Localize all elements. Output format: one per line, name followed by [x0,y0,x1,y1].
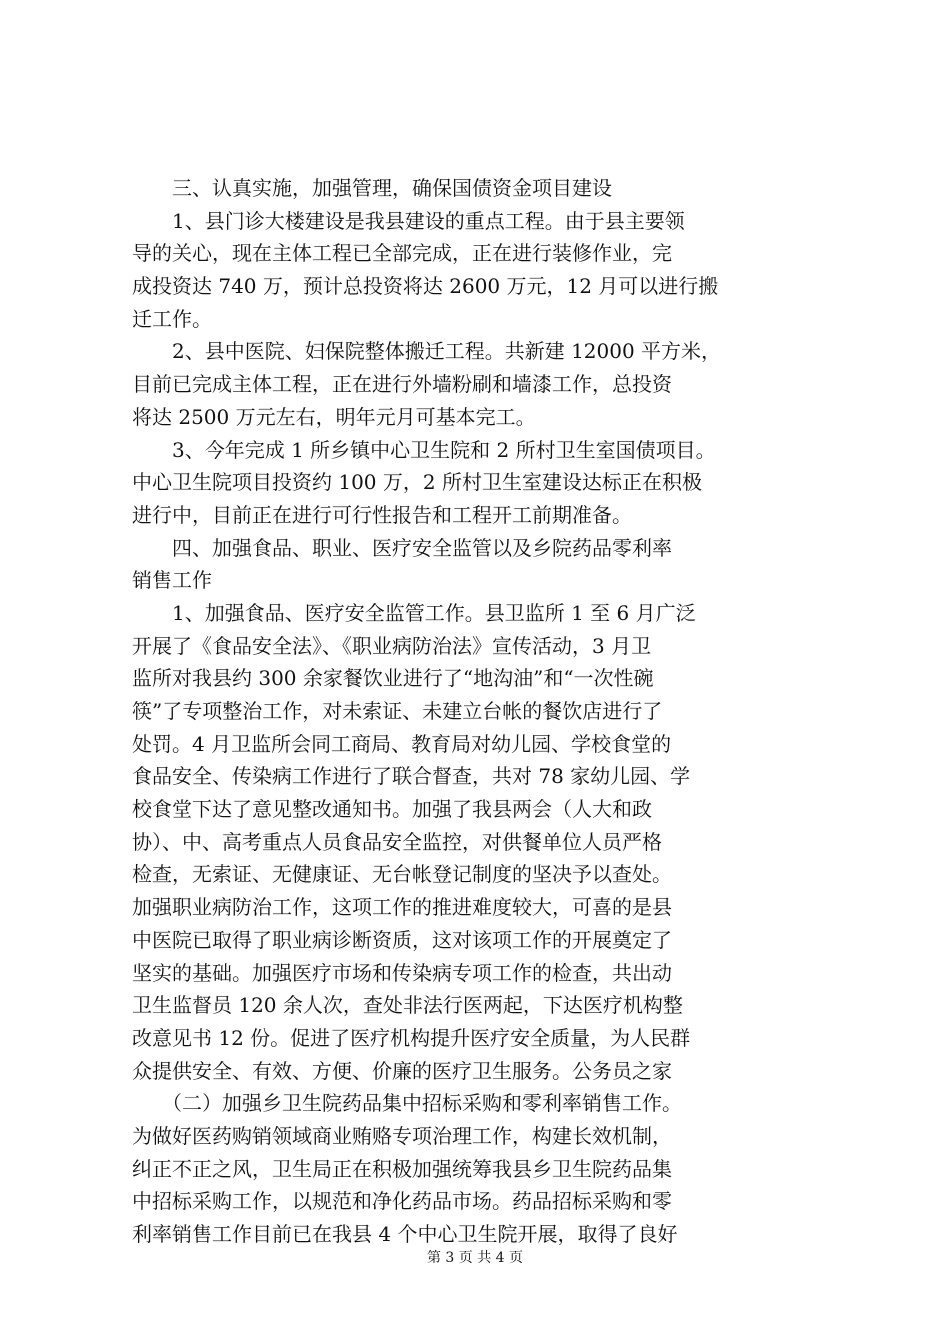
text-line: 开展了《食品安全法》、《职业病防治法》宣传活动，3 月卫 [132,633,652,658]
text-line: 三、认真实施，加强管理，确保国债资金项目建设 [132,176,612,200]
document-body [132,172,842,1251]
text-line: 销售工作 [132,568,212,593]
text-line: 处罚。4 月卫监所会同工商局、教育局对幼儿园、学校食堂的 [132,731,672,756]
text-line: 1、县门诊大楼建设是我县建设的重点工程。由于县主要领 [132,208,685,233]
text-line: 2、县中医院、妇保院整体搬迁工程。共新建 12000 平方米， [132,339,722,364]
text-line: 筷”了专项整治工作，对未索证、未建立台帐的餐饮店进行了 [132,699,663,723]
text-line: 中医院已取得了职业病诊断资质，这对该项工作的开展奠定了 [132,927,672,952]
text-line: 食品安全、传染病工作进行了联合督查，共对 78 家幼儿园、学 [132,764,691,789]
text-line: 目前已完成主体工程，正在进行外墙粉刷和墙漆工作，总投资 [132,372,672,397]
text-line: 迁工作。 [132,306,212,331]
text-line: 3、今年完成 1 所乡镇中心卫生院和 2 所村卫生室国债项目。 [132,437,716,462]
text-line: 进行中，目前正在进行可行性报告和工程开工前期准备。 [132,502,632,527]
text-line: 改意见书 12 份。促进了医疗机构提升医疗安全质量，为人民群 [132,1025,691,1050]
text-line: 为做好医药购销领域商业贿赂专项治理工作，构建长效机制， [132,1123,672,1148]
text-line: 纠正不正之风，卫生局正在积极加强统筹我县乡卫生院药品集 [132,1156,672,1181]
text-line: 中心卫生院项目投资约 100 万，2 所村卫生室建设达标正在积极 [132,470,702,495]
page-footer [0,1248,950,1268]
text-line: 四、加强食品、职业、医疗安全监管以及乡院药品零利率 [132,535,672,560]
text-line: 众提供安全、有效、方便、价廉的医疗卫生服务。公务员之家 [132,1058,672,1083]
text-line: 检查，无索证、无健康证、无台帐登记制度的坚决予以查处。 [132,862,672,887]
text-line: 中招标采购工作，以规范和净化药品市场。药品招标采购和零 [132,1189,672,1214]
text-line: 1、加强食品、医疗安全监管工作。县卫监所 1 至 6 月广泛 [132,600,696,625]
text-line: 卫生监督员 120 余人次，查处非法行医两起，下达医疗机构整 [132,993,683,1018]
text-line: 协）、中、高考重点人员食品安全监控，对供餐单位人员严格 [132,829,662,854]
text-line: 加强职业病防治工作，这项工作的推进难度较大，可喜的是县 [132,895,672,920]
text-line: 将达 2500 万元左右，明年元月可基本完工。 [132,404,536,429]
text-line: 坚实的基础。加强医疗市场和传染病专项工作的检查，共出动 [132,960,672,985]
text-line: 监所对我县约 300 余家餐饮业进行了“地沟油”和“一次性碗 [132,666,654,691]
text-line: （二）加强乡卫生院药品集中招标采购和零利率销售工作。 [132,1091,682,1116]
text-line: 导的关心，现在主体工程已全部完成，正在进行装修作业，完 [132,241,672,266]
text-line: 利率销售工作目前已在我县 4 个中心卫生院开展，取得了良好 [132,1222,678,1246]
text-line: 成投资达 740 万，预计总投资将达 2600 万元，12 月可以进行搬 [132,274,719,299]
page-number-label: 第 3 页 共 4 页 [426,1250,524,1266]
text-line: 校食堂下达了意见整改通知书。加强了我县两会（人大和政 [132,797,652,822]
